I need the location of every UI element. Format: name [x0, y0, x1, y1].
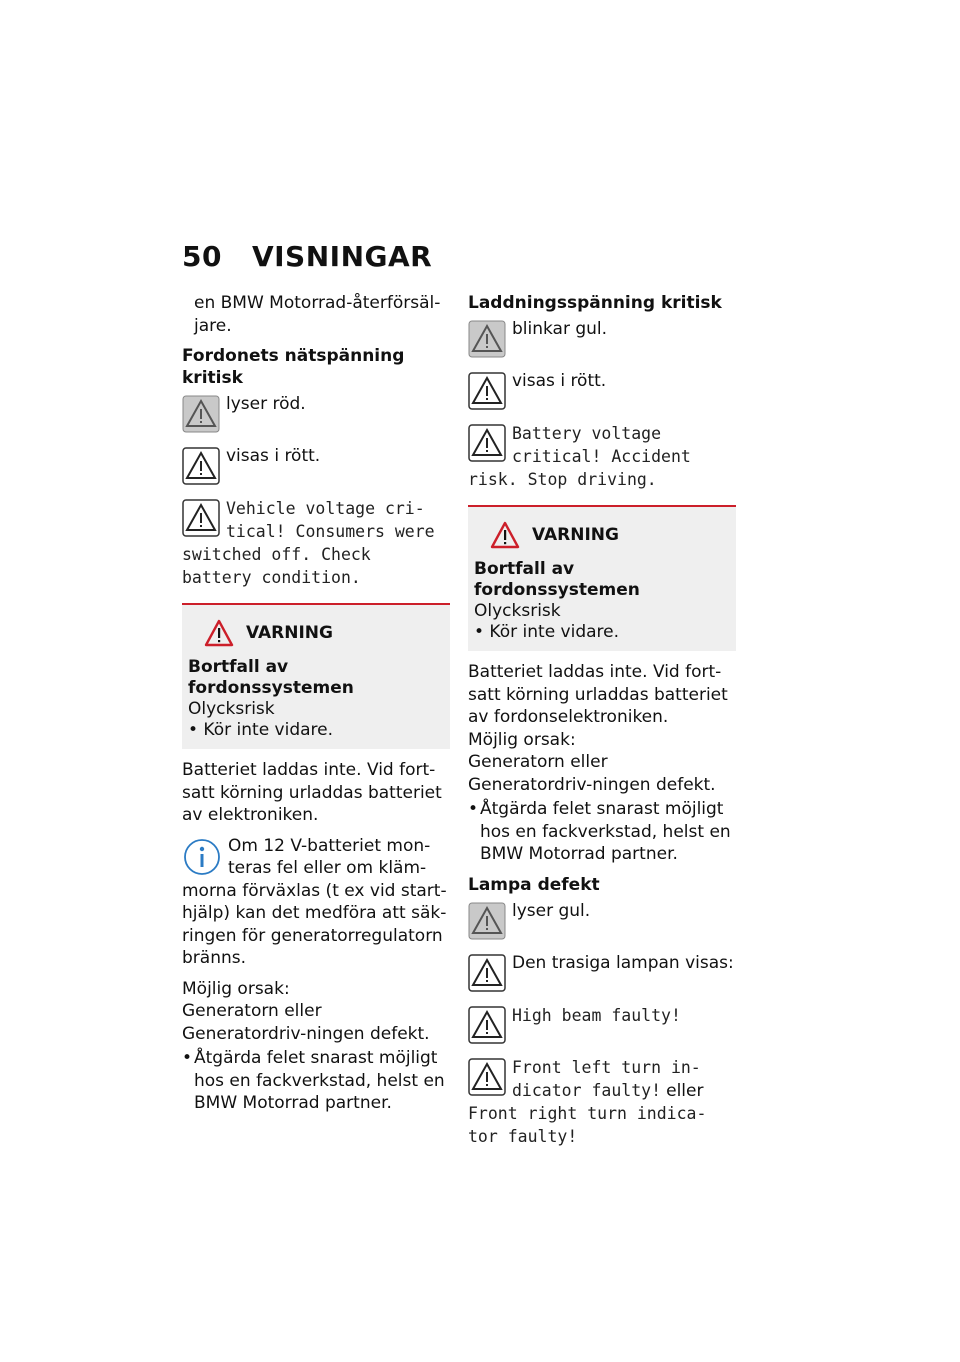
warning-light-filled-icon: [182, 395, 220, 433]
warning-light-filled-icon: [468, 902, 506, 940]
warning-box: [182, 603, 450, 749]
heading-charging-voltage: Laddningsspänning kritisk: [468, 293, 722, 313]
bullet-dot-icon: •: [468, 799, 479, 819]
warning-label: VARNING: [532, 525, 619, 545]
symbol-desc: lyser gul.: [512, 900, 591, 921]
warning-triangle-icon: [468, 1006, 506, 1044]
warning-triangle-icon: [182, 447, 220, 485]
info-text: Om 12 V-batteriet mon-teras fel eller om kläm-morna förväxlas (t ex vid start-hjälp) kan det medföra att säk-ringen för generatorregulatorn bränns.: [182, 835, 447, 968]
cause-label: Möjlig orsak:: [468, 729, 576, 750]
symbol-row: [182, 393, 450, 437]
bullet-dot-icon: •: [182, 1048, 193, 1068]
symbol-row: [182, 445, 450, 489]
section-title: VISNINGAR: [251, 240, 433, 273]
intro-text: en BMW Motorrad-återförsäl-jare.: [194, 293, 441, 336]
display-message: Vehicle voltage cri-tical! Consumers were switched off. Check battery condition.: [182, 499, 435, 587]
warning-title: Bortfall av fordonssystemen: [474, 559, 640, 600]
warning-header: [204, 619, 442, 647]
symbol-row: [468, 422, 736, 491]
warning-label: VARNING: [246, 623, 333, 643]
warning-header: [490, 521, 728, 549]
warning-line: Olycksrisk: [474, 601, 561, 621]
heading-lamp-defect: Lampa defekt: [468, 874, 600, 895]
symbol-row: [468, 900, 736, 944]
paragraph: Batteriet laddas inte. Vid fort-satt körning urladdas batteriet av elektroniken.: [182, 760, 442, 825]
symbol-desc: blinkar gul.: [512, 319, 608, 339]
warning-triangle-icon: [490, 521, 520, 549]
symbol-desc: visas i rött.: [226, 446, 321, 466]
warning-line: Olycksrisk: [188, 699, 275, 719]
display-message: Front left turn in-dicator faulty!: [512, 1057, 701, 1100]
heading-vehicle-voltage: Fordonets nätspänning kritisk: [182, 346, 405, 388]
symbol-desc: Den trasiga lampan visas:: [512, 952, 734, 973]
cause-text: Generatorn eller Generatordriv-ningen defekt.: [182, 1001, 430, 1044]
symbol-desc: lyser röd.: [226, 394, 306, 414]
warning-triangle-icon: [182, 499, 220, 537]
bullet-item: [468, 798, 736, 866]
bullet-text: Åtgärda felet snarast möjligt hos en fackverkstad, helst en BMW Motorrad partner.: [194, 1048, 445, 1113]
display-message: Battery voltage critical! Accident risk. Stop driving.: [468, 424, 691, 489]
right-column: [468, 292, 736, 1156]
warning-triangle-icon: [468, 954, 506, 992]
symbol-row: [468, 370, 736, 414]
info-note: [182, 835, 450, 970]
symbol-row: [468, 1004, 736, 1048]
warning-line: • Kör inte vidare.: [188, 720, 334, 740]
bullet-item: [182, 1047, 450, 1115]
warning-line: • Kör inte vidare.: [474, 622, 620, 642]
cause-text: Generatorn eller Generatordriv-ningen defekt.: [468, 752, 716, 795]
conjunction: eller: [666, 1080, 704, 1101]
warning-triangle-icon: [204, 619, 234, 647]
display-message: High beam faulty!: [512, 1005, 681, 1025]
page-number: 50: [182, 240, 222, 273]
warning-title: Bortfall av fordonssystemen: [188, 657, 354, 698]
symbol-row: [182, 497, 450, 589]
left-column: [182, 292, 450, 1123]
warning-box: [468, 505, 736, 651]
symbol-row: [468, 952, 736, 996]
cause-label: Möjlig orsak:: [182, 978, 290, 999]
symbol-row: [468, 1056, 736, 1149]
info-icon: [182, 837, 222, 877]
warning-triangle-icon: [468, 424, 506, 462]
page-header: [182, 240, 432, 280]
symbol-row: [468, 318, 736, 362]
symbol-desc: visas i rött.: [512, 371, 607, 391]
warning-triangle-icon: [468, 1058, 506, 1096]
paragraph: Batteriet laddas inte. Vid fort-satt körning urladdas batteriet av fordonselektroniken.: [468, 662, 728, 727]
warning-triangle-icon: [468, 372, 506, 410]
display-message: Front right turn indica-tor faulty!: [468, 1104, 707, 1146]
warning-light-filled-icon: [468, 320, 506, 358]
bullet-text: Åtgärda felet snarast möjligt hos en fackverkstad, helst en BMW Motorrad partner.: [480, 799, 731, 864]
